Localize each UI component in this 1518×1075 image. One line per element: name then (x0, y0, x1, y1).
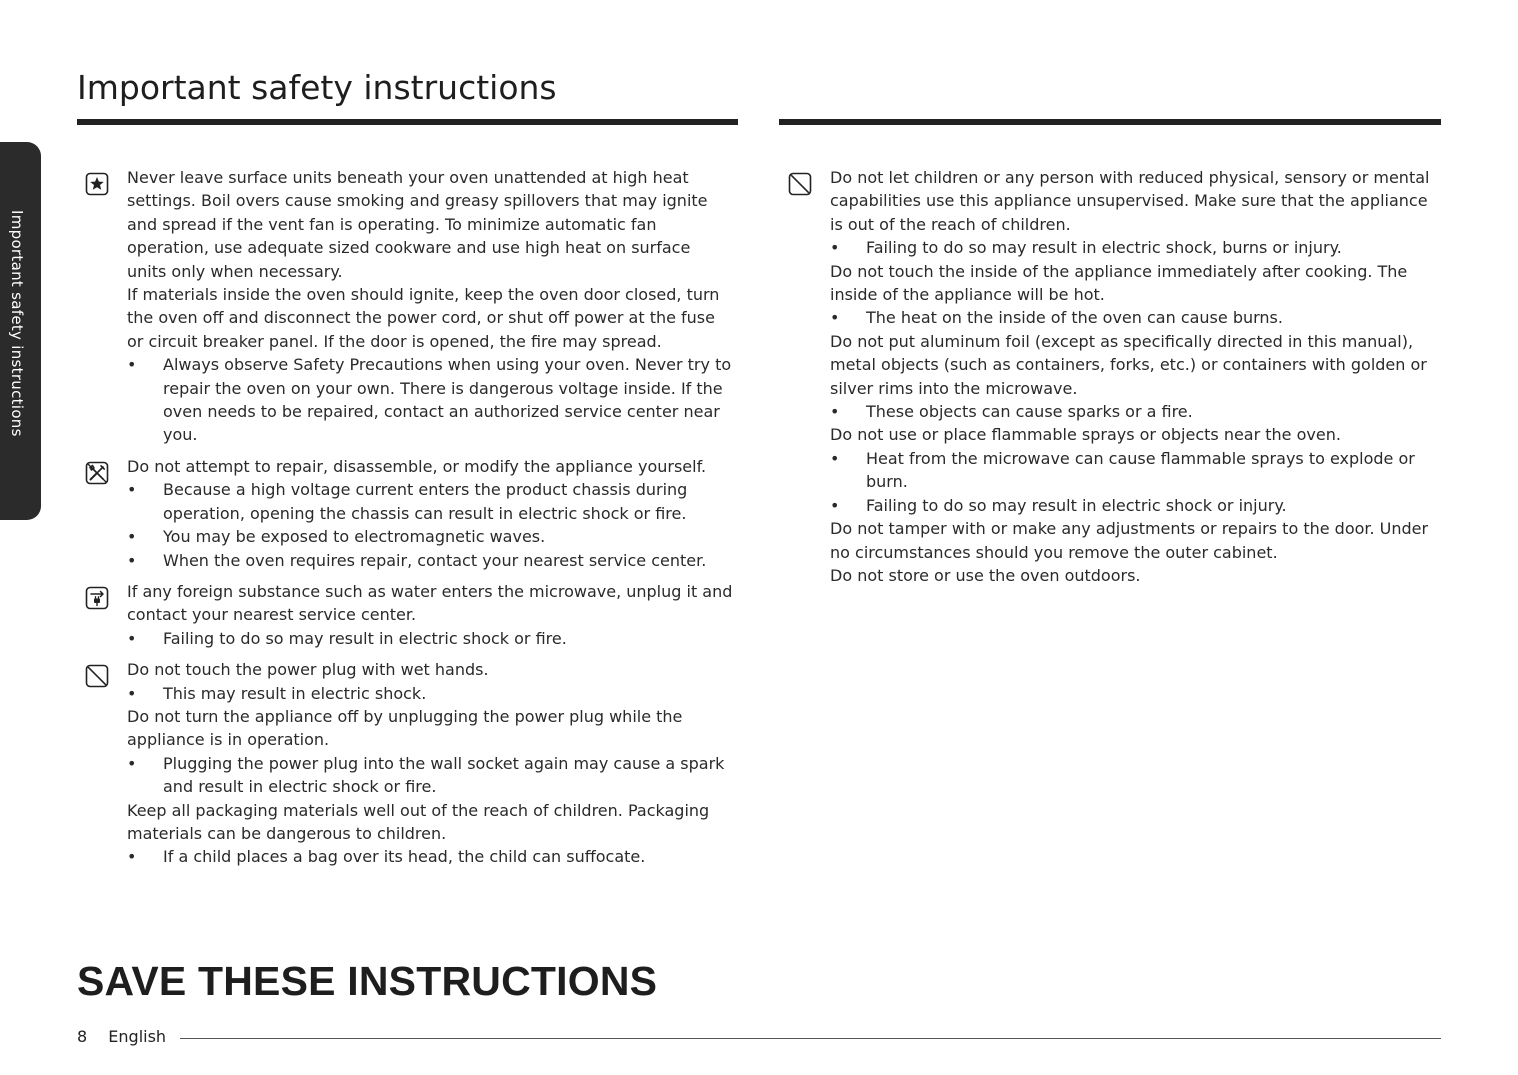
bullet-item: • Always observe Safety Precautions when using your oven. Never try to repair the oven on your own. There is dangerous voltage inside. If the oven needs to be repaired, contact an authorized service center near you. (127, 353, 734, 447)
instruction-text: Never leave surface units beneath your oven unattended at high heat settings. Boil overs cause smoking and greasy spillovers that may ignite and spread if the vent fan is operating. To minimize automatic fan operation, use adequate sized cookware and use high heat on surface units only when necessary. (127, 168, 708, 281)
instruction-text: If any foreign substance such as water enters the microwave, unplug it and contact your nearest service center. (127, 581, 733, 625)
instruction-text: Do not touch the inside of the appliance immediately after cooking. The inside of the appliance will be hot. (830, 261, 1408, 305)
instruction-text: Keep all packaging materials well out of the reach of children. Packaging materials can be dangerous to children. (127, 800, 710, 843)
instruction-text: Do not turn the appliance off by unplugging the power plug while the appliance is in operation. (127, 706, 683, 750)
safety-block (82, 658, 734, 869)
bullet-item: • This may result in electric shock. (127, 682, 734, 705)
safety-block (82, 455, 734, 572)
instruction-text: Do not attempt to repair, disassemble, or modify the appliance yourself. (127, 456, 707, 476)
bullet-item: • You may be exposed to electromagnetic waves. (127, 525, 734, 548)
safety-block (82, 166, 734, 447)
page-footer (77, 1027, 166, 1046)
bullet-item: • When the oven requires repair, contact your nearest service center. (127, 549, 734, 572)
save-instructions-heading: SAVE THESE INSTRUCTIONS (77, 958, 658, 1004)
safety-block (785, 166, 1435, 587)
page-title: Important safety instructions (77, 68, 557, 107)
star-warning-icon (85, 172, 109, 196)
instruction-text: Do not store or use the oven outdoors. (830, 565, 1141, 585)
unplug-icon (85, 586, 109, 610)
footer-rule (180, 1038, 1441, 1039)
bullet-item: • The heat on the inside of the oven can cause burns. (830, 306, 1435, 329)
bullet-item: • Failing to do so may result in electric shock, burns or injury. (830, 236, 1435, 259)
prohibited-icon (85, 664, 109, 688)
header-rule-left (77, 119, 738, 125)
page-number: 8 (77, 1027, 88, 1046)
footer-language: English (108, 1027, 167, 1046)
instruction-text: Do not touch the power plug with wet hands. (127, 660, 489, 680)
bullet-item: • Failing to do so may result in electric shock or fire. (127, 627, 734, 650)
instruction-text: If materials inside the oven should ignite, keep the oven door closed, turn the oven off and disconnect the power cord, or shut off power at the fuse or circuit breaker panel. If the door is opened, the fire may spread. (127, 285, 720, 351)
bullet-item: • Because a high voltage current enters the product chassis during operation, opening the chassis can result in electric shock or fire. (127, 478, 734, 525)
instruction-text: Do not let children or any person with reduced physical, sensory or mental capabilities use this appliance unsupervised. Make sure that the appliance is out of the reach of children. (830, 168, 1430, 234)
bullet-item: • Plugging the power plug into the wall socket again may cause a spark and result in electric shock or fire. (127, 752, 734, 799)
safety-block (82, 580, 734, 650)
prohibited-icon (788, 172, 812, 196)
instruction-text: Do not tamper with or make any adjustments or repairs to the door. Under no circumstances should you remove the outer cabinet. (830, 519, 1429, 562)
header-rule-right (779, 119, 1441, 125)
bullet-item: • These objects can cause sparks or a fire. (830, 400, 1435, 423)
side-section-tab-label: Important safety instructions (8, 210, 26, 437)
bullet-item: • If a child places a bag over its head, the child can suffocate. (127, 845, 734, 868)
bullet-item: • Failing to do so may result in electric shock or injury. (830, 494, 1435, 517)
bullet-item: • Heat from the microwave can cause flammable sprays to explode or burn. (830, 447, 1435, 494)
instruction-text: Do not use or place flammable sprays or objects near the oven. (830, 425, 1341, 445)
instruction-text: Do not put aluminum foil (except as specifically directed in this manual), metal objects (such as containers, forks, etc.) or containers with golden or silver rims into the microwave. (830, 331, 1427, 398)
right-column (785, 166, 1435, 595)
no-disassembly-icon (85, 461, 109, 485)
left-column (82, 166, 734, 877)
